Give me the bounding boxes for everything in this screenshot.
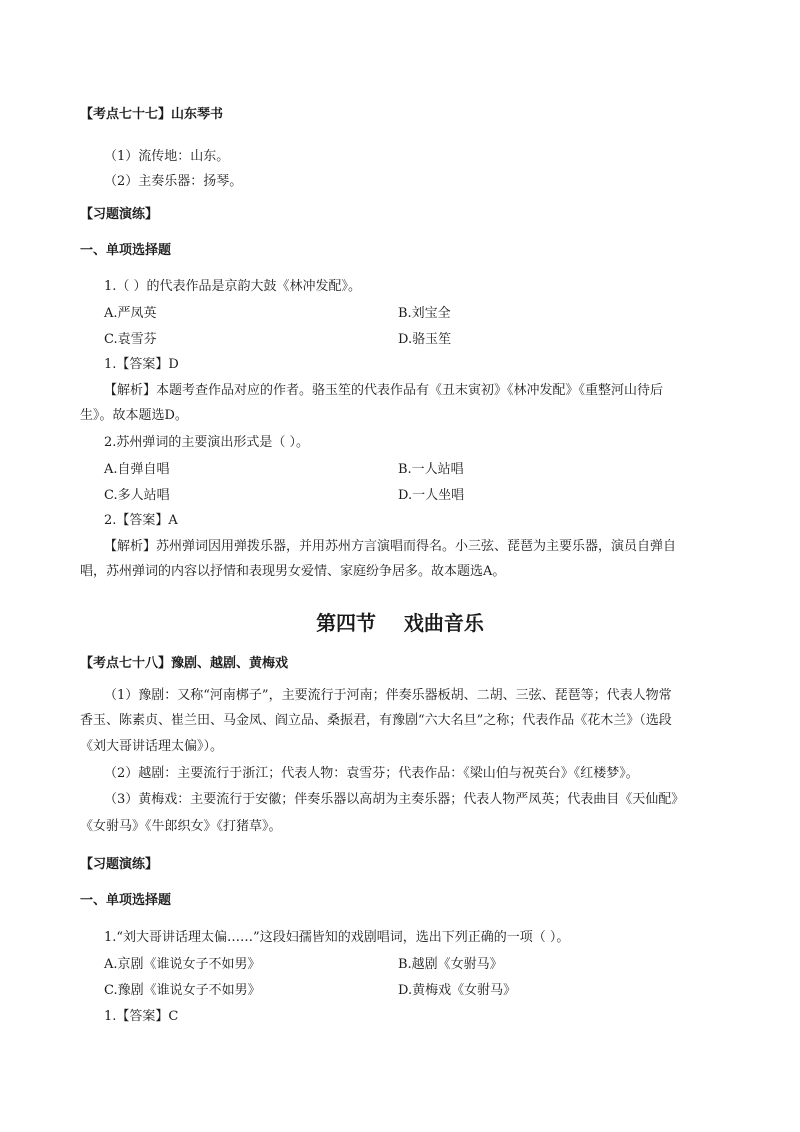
k77-item: （1）流传地：山东。 (104, 149, 230, 164)
q2-analysis: 【解析】苏州弹词因用弹拨乐器，并用苏州方言演唱而得名。小三弦、琵琶为主要乐器，演员自弹自 (104, 539, 677, 554)
q2-option-a: A.自弹自唱 (104, 462, 170, 477)
question-2: 2.苏州弹词的主要演出形式是（ ）。 (104, 435, 310, 450)
section-title: 第四节 戏曲音乐 (316, 611, 484, 635)
k78-p1: （1）豫剧：又称“河南梆子”，主要流行于河南；伴奏乐器板胡、二胡、三弦、琵琶等；代表人物常 (104, 688, 672, 703)
q1-option-d: D.骆玉笙 (398, 332, 452, 347)
kaodian-78-heading: 【考点七十八】豫剧、越剧、黄梅戏 (80, 656, 289, 671)
q2-option-c: C.多人站唱 (104, 488, 170, 503)
kaodian-77-heading: 【考点七十七】山东琴书 (80, 107, 224, 122)
k78-p3: （3）黄梅戏：主要流行于安徽；伴奏乐器以高胡为主奏乐器；代表人物严凤英；代表曲目《天仙配》 (104, 792, 685, 807)
q3-answer: 1.【答案】C (104, 1009, 179, 1024)
k78-p3-cont: 《女驸马》《牛郎织女》《打猪草》。 (80, 819, 282, 834)
q2-option-b: B.一人站唱 (398, 462, 464, 477)
q1-option-c: C.袁雪芬 (104, 332, 157, 347)
k78-p1-cont: 香玉、陈素贞、崔兰田、马金凤、阎立品、桑振君，有豫剧“六大名旦”之称；代表作品《花木兰》（选段 (80, 713, 672, 728)
k78-p1-cont: 《刘大哥讲话理太偏》）。 (80, 739, 224, 754)
q2-option-d: D.一人坐唱 (398, 488, 465, 503)
q1-option-a: A.严凤英 (104, 306, 157, 321)
question-3: 1.“刘大哥讲话理太偏……”这段妇孺皆知的戏剧唱词，选出下列正确的一项（ ）。 (104, 930, 570, 945)
q1-option-b: B.刘宝全 (398, 306, 451, 321)
q3-option-c: C.豫剧《谁说女子不如男》 (104, 983, 261, 998)
q2-answer: 2.【答案】A (104, 513, 178, 528)
k77-item: （2）主奏乐器：扬琴。 (104, 174, 243, 189)
section-heading: 一、单项选择题 (80, 893, 172, 908)
q1-analysis: 【解析】本题考查作品对应的作者。骆玉笙的代表作品有《丑末寅初》《林冲发配》《重整河山待后 (104, 383, 664, 398)
k78-p2: （2）越剧：主要流行于浙江；代表人物：袁雪芬；代表作品：《梁山伯与祝英台》《红楼梦》。 (104, 766, 639, 781)
practice-heading: 【习题演练】 (80, 207, 159, 222)
q3-option-d: D.黄梅戏《女驸马》 (398, 983, 517, 998)
q3-option-b: B.越剧《女驸马》 (398, 957, 503, 972)
practice-heading: 【习题演练】 (80, 857, 159, 872)
section-heading: 一、单项选择题 (80, 243, 172, 258)
q1-answer: 1.【答案】D (104, 357, 179, 372)
q1-analysis-cont: 生》。故本题选D。 (80, 408, 188, 423)
question-1: 1.（ ）的代表作品是京韵大鼓《林冲发配》。 (104, 279, 362, 294)
q3-option-a: A.京剧《谁说女子不如男》 (104, 957, 261, 972)
q2-analysis-cont: 唱，苏州弹词的内容以抒情和表现男女爱情、家庭纷争居多。故本题选A。 (80, 564, 506, 579)
